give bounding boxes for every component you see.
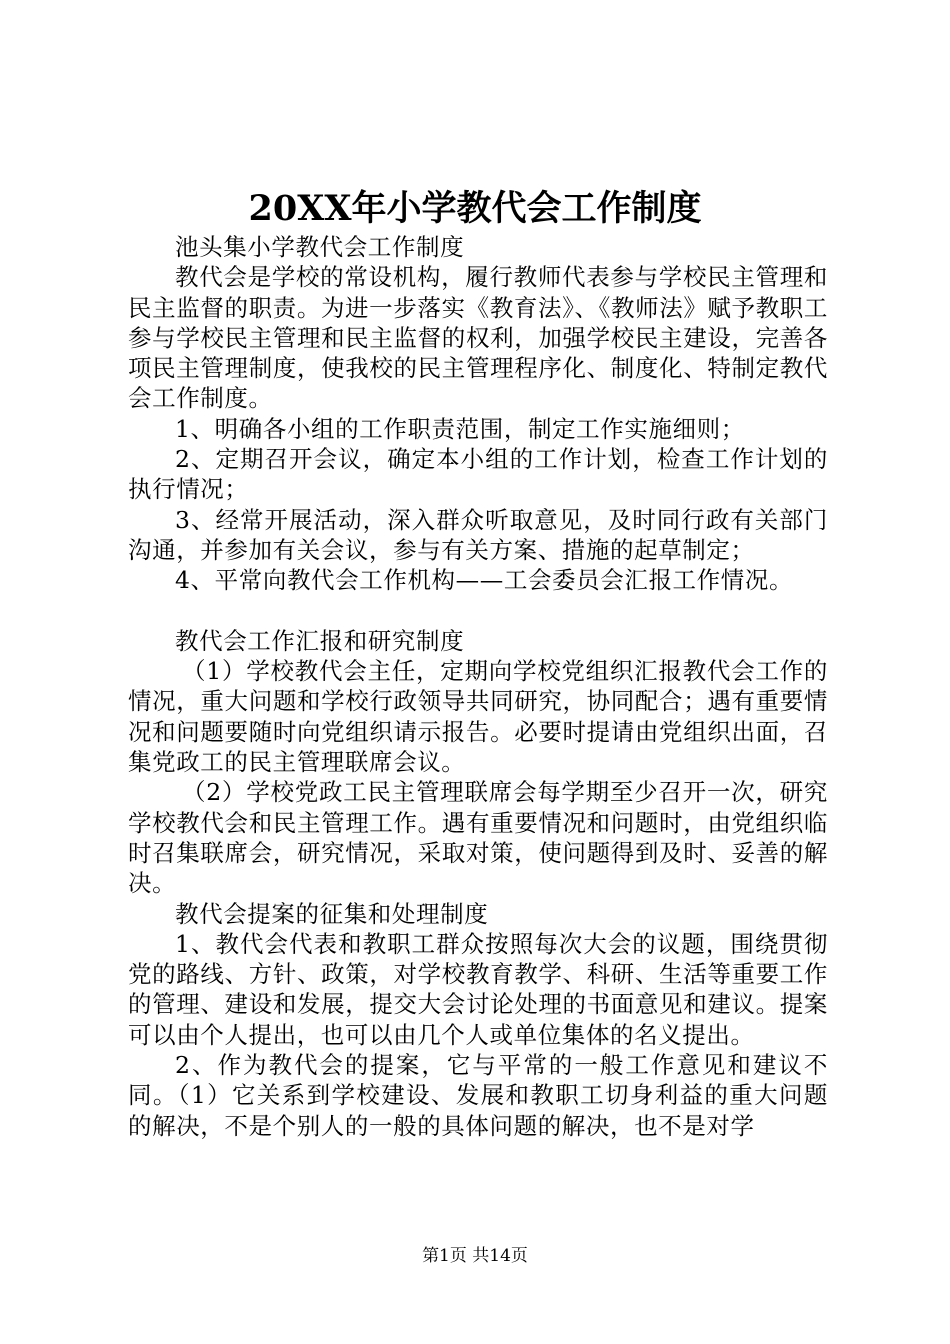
blank-line: [128, 596, 828, 626]
document-body: [128, 232, 828, 1141]
document-title: 20XX年小学教代会工作制度: [248, 188, 702, 229]
list-item: 1、教代会代表和教职工群众按照每次大会的议题，围绕贯彻党的路线、方针、政策，对学校教育教学、科研、生活等重要工作的管理、建设和发展，提交大会讨论处理的书面意见和建议。提案可以由个人提出，也可以由几个人或单位集体的名义提出。: [128, 929, 828, 1049]
paragraph: （2）学校党政工民主管理联席会每学期至少召开一次，研究学校教代会和民主管理工作。遇有重要情况和问题时，由党组织临时召集联席会，研究情况，采取对策，使问题得到及时、妥善的解决。: [128, 778, 828, 898]
list-item: 3、经常开展活动，深入群众听取意见，及时同行政有关部门沟通，并参加有关会议，参与有关方案、措施的起草制定；: [128, 505, 828, 564]
page-footer: 第1页 共14页: [422, 1246, 528, 1266]
list-item: 1、明确各小组的工作职责范围，制定工作实施细则；: [175, 414, 745, 443]
paragraph: （1）学校教代会主任，定期向学校党组织汇报教代会工作的情况，重大问题和学校行政领导共同研究，协同配合；遇有重要情况和问题要随时向党组织请示报告。必要时提请由党组织出面，召集党政工的民主管理联席会议。: [128, 657, 828, 777]
list-item: 2、定期召开会议，确定本小组的工作计划，检查工作计划的执行情况；: [128, 445, 828, 504]
section-heading: 池头集小学教代会工作制度: [175, 233, 465, 261]
section-heading: 教代会工作汇报和研究制度: [175, 626, 465, 655]
list-item: 2、作为教代会的提案，它与平常的一般工作意见和建议不同。（1）它关系到学校建设、发展和教职工切身利益的重大问题的解决，不是个别人的一般的具体问题的解决，也不是对学: [128, 1051, 828, 1140]
list-item: 4、平常向教代会工作机构——工会委员会汇报工作情况。: [175, 566, 794, 595]
paragraph: 教代会是学校的常设机构，履行教师代表参与学校民主管理和民主监督的职责。为进一步落实《教育法》、《教师法》赋予教职工参与学校民主管理和民主监督的权利，加强学校民主建设，完善各项民主管理制度，使我校的民主管理程序化、制度化、特制定教代会工作制度。: [128, 263, 828, 413]
section-heading: 教代会提案的征集和处理制度: [175, 899, 489, 928]
